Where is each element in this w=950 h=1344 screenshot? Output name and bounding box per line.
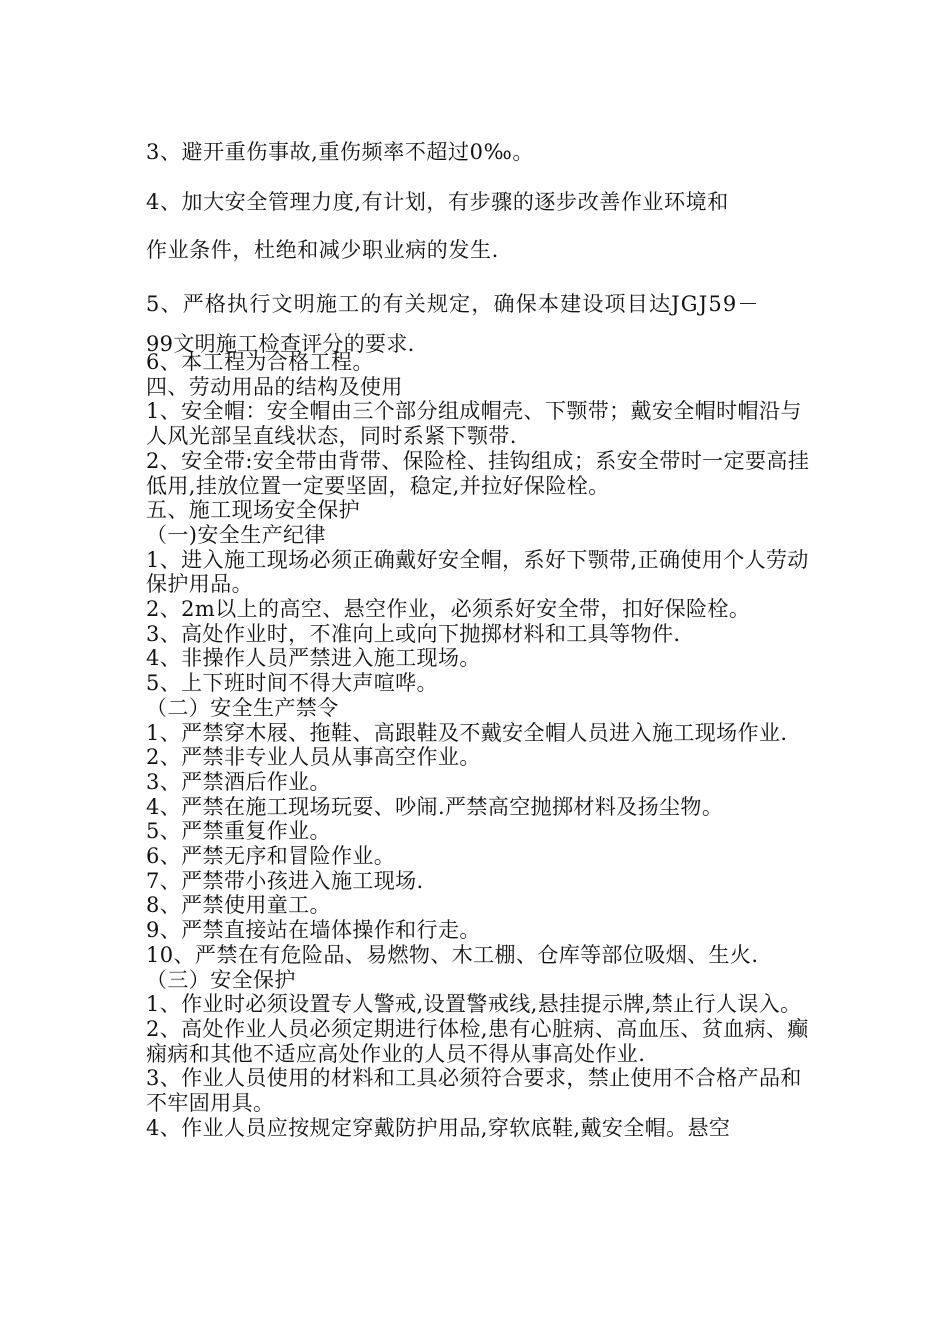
- text-line: 5、上下班时间不得大声喧哗。: [146, 671, 438, 696]
- text-line: 1、严禁穿木屐、拖鞋、高跟鞋及不戴安全帽人员进入施工现场作业.: [146, 720, 788, 745]
- text-line: 1、安全帽：安全帽由三个部分组成帽壳、下颚带；戴安全帽时帽沿与人风光部呈直线状态，同时系紧下颚带.: [146, 399, 802, 449]
- text-line: 2、安全带:安全带由背带、保险栓、挂钩组成；系安全带时一定要高挂低用,挂放位置一定要坚固，稳定,并拉好保险栓。: [146, 448, 810, 498]
- body-text: [146, 350, 816, 1141]
- text-line: 3、作业人员使用的材料和工具必须符合要求，禁止使用不合格产品和不牢固用具。: [146, 1066, 802, 1116]
- paragraph-item-5-line1: 5、严格执行文明施工的有关规定，确保本建设项目达JGJ59－: [146, 292, 760, 316]
- paragraph-item-4-line2: 作业条件，杜绝和减少职业病的发生.: [146, 238, 499, 262]
- text-line: 4、严禁在施工现场玩耍、吵闹.严禁高空抛掷材料及扬尘物。: [146, 794, 724, 819]
- subsection-heading: （三）安全保护: [146, 967, 296, 992]
- subsection-heading: （一)安全生产纪律: [146, 522, 326, 547]
- paragraph-item-3: 3、避开重伤事故,重伤频率不超过0‰。: [146, 140, 534, 164]
- text-line: 3、严禁酒后作业。: [146, 769, 331, 794]
- text-line: 1、进入施工现场必须正确戴好安全帽，系好下颚带,正确使用个人劳动保护用品。: [146, 547, 809, 597]
- text-line: 2、2m以上的高空、悬空作业，必须系好安全带，扣好保险栓。: [146, 597, 751, 622]
- text-line: 2、高处作业人员必须定期进行体检,患有心脏病、高血压、贫血病、癫痫病和其他不适应高处作业的人员不得从事高处作业.: [146, 1016, 809, 1066]
- text-line: 3、高处作业时，不准向上或向下抛掷材料和工具等物件.: [146, 621, 681, 646]
- paragraph-item-5-line2: 99文明施工检查评分的要求.: [146, 332, 415, 356]
- text-line: 7、严禁带小孩进入施工现场.: [146, 868, 424, 893]
- text-line: 4、作业人员应按规定穿戴防护用品,穿软底鞋,戴安全帽。悬空: [146, 1115, 731, 1140]
- section-heading: 五、施工现场安全保护: [146, 498, 360, 523]
- text-line: 10、严禁在有危险品、易燃物、木工棚、仓库等部位吸烟、生火.: [146, 942, 759, 967]
- text-line: 6、本工程为合格工程。: [146, 350, 374, 374]
- text-line: 4、非操作人员严禁进入施工现场。: [146, 646, 481, 671]
- section-heading: 四、劳动用品的结构及使用: [146, 374, 403, 399]
- text-line: 1、作业时必须设置专人警戒,设置警戒线,悬挂提示牌,禁止行人误入。: [146, 992, 802, 1017]
- subsection-heading: （二）安全生产禁令: [146, 695, 339, 720]
- text-line: 6、严禁无序和冒险作业。: [146, 844, 396, 869]
- text-line: 2、严禁非专业人员从事高空作业。: [146, 745, 481, 770]
- text-line: 9、严禁直接站在墙体操作和行走。: [146, 918, 481, 943]
- text-line: 5、严禁重复作业。: [146, 819, 331, 844]
- paragraph-item-4-line1: 4、加大安全管理力度,有计划，有步骤的逐步改善作业环境和: [146, 190, 729, 214]
- text-line: 8、严禁使用童工。: [146, 893, 331, 918]
